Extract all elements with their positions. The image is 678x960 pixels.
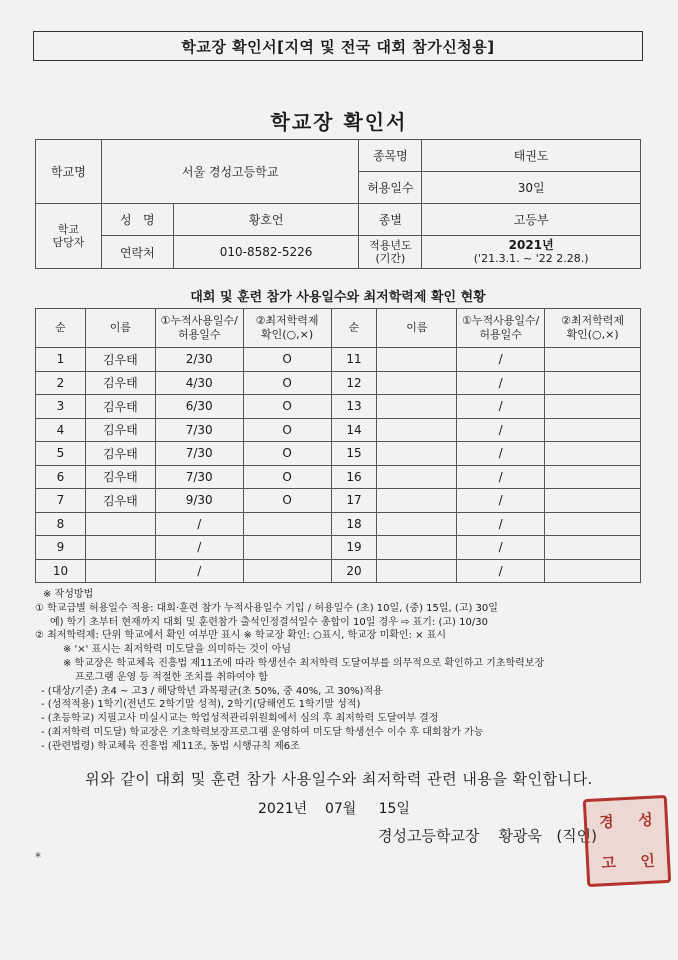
info-table bbox=[35, 139, 641, 269]
header-days-right-line1: ①누적사용일수/ bbox=[462, 314, 540, 327]
cell-days: / bbox=[457, 348, 545, 372]
cell-name bbox=[377, 489, 457, 513]
cell-name: 김우태 bbox=[85, 371, 155, 395]
cell-days: / bbox=[155, 512, 243, 536]
cell-num: 18 bbox=[331, 512, 377, 536]
header-name-right: 이름 bbox=[377, 309, 457, 348]
header-check-line2: 확인(○,×) bbox=[260, 328, 314, 341]
school-value: 서울 경성고등학교 bbox=[101, 140, 359, 204]
cell-days: / bbox=[457, 512, 545, 536]
cell-name bbox=[377, 465, 457, 489]
apply-year-value-line1: 2021년 bbox=[508, 238, 554, 252]
cell-days: / bbox=[457, 559, 545, 583]
cell-num: 9 bbox=[36, 536, 86, 560]
seal-char-3: 고 bbox=[600, 853, 617, 873]
seal-char-2: 성 bbox=[637, 810, 654, 830]
header-days-line1: ①누적사용일수/ bbox=[160, 314, 238, 327]
seal-label: (직인) bbox=[556, 827, 597, 845]
cell-days: 6/30 bbox=[155, 395, 243, 419]
name-value: 황호언 bbox=[173, 204, 359, 236]
header-check-line1: ②최저학력제 bbox=[255, 314, 319, 327]
cell-check: O bbox=[243, 489, 331, 513]
cell-check bbox=[545, 371, 641, 395]
status-title: 대회 및 훈련 참가 사용일수와 최저학력제 확인 현황 bbox=[190, 290, 486, 305]
cell-days: 4/30 bbox=[155, 371, 243, 395]
cell-name bbox=[377, 395, 457, 419]
instructions bbox=[35, 588, 645, 754]
cell-name: 김우태 bbox=[85, 395, 155, 419]
seal-char-1: 경 bbox=[598, 812, 615, 832]
status-table bbox=[35, 308, 641, 583]
cell-days: / bbox=[457, 442, 545, 466]
cell-name bbox=[377, 559, 457, 583]
apply-year-value-line2: ('21.3.1. ~ '22 2.28.) bbox=[473, 252, 589, 265]
note-heading: ※ 작성방법 bbox=[43, 589, 94, 600]
header-days-right-line2: 허용일수 bbox=[479, 328, 522, 341]
header-num: 순 bbox=[36, 309, 86, 348]
signer bbox=[378, 825, 597, 846]
cell-num: 3 bbox=[36, 395, 86, 419]
cell-name: 김우태 bbox=[85, 442, 155, 466]
cell-num: 2 bbox=[36, 371, 86, 395]
cell-check: O bbox=[243, 442, 331, 466]
table-row bbox=[36, 512, 641, 536]
cell-name bbox=[85, 559, 155, 583]
event-value: 태권도 bbox=[422, 140, 641, 172]
cell-name: 김우태 bbox=[85, 418, 155, 442]
cell-check bbox=[545, 559, 641, 583]
cell-name: 김우태 bbox=[85, 489, 155, 513]
signer-name: 황광욱 bbox=[498, 827, 542, 845]
form-header-text: 학교장 확인서[지역 및 전국 대회 참가신청용] bbox=[181, 37, 495, 56]
header-check-right bbox=[545, 309, 641, 348]
note-2-sub-2-cont: 프로그램 운영 등 적절한 조치를 취하여야 함 bbox=[75, 671, 268, 683]
cell-days: 7/30 bbox=[155, 442, 243, 466]
cell-days: / bbox=[457, 536, 545, 560]
status-table-header bbox=[36, 309, 641, 348]
contact-label: 연락처 bbox=[101, 236, 173, 269]
cell-days: / bbox=[155, 559, 243, 583]
issue-date bbox=[258, 798, 410, 818]
cell-days: 7/30 bbox=[155, 465, 243, 489]
cell-check bbox=[545, 465, 641, 489]
cell-name bbox=[377, 536, 457, 560]
table-row bbox=[36, 395, 641, 419]
cell-days: / bbox=[457, 371, 545, 395]
cell-days: / bbox=[457, 489, 545, 513]
event-label: 종목명 bbox=[359, 140, 422, 172]
cell-num: 6 bbox=[36, 465, 86, 489]
note-2-sub-2: ※ 학교장은 학교체육 진흥법 제11조에 따라 학생선수 최저학력 도달여부를 의무적으로 확인하고 기초학력보장 bbox=[63, 657, 545, 669]
note-law: - (관련법령) 학교체육 진흥법 제11조, 동법 시행규칙 제6조 bbox=[41, 740, 300, 752]
apply-year-label-line2: (기간) bbox=[375, 252, 406, 265]
cell-check bbox=[545, 512, 641, 536]
cell-num: 4 bbox=[36, 418, 86, 442]
cell-num: 17 bbox=[331, 489, 377, 513]
apply-year-value bbox=[422, 236, 641, 269]
name-label: 성 명 bbox=[101, 204, 173, 236]
cell-name: 김우태 bbox=[85, 348, 155, 372]
bottom-mark: * bbox=[35, 850, 41, 864]
cell-num: 10 bbox=[36, 559, 86, 583]
table-row bbox=[36, 348, 641, 372]
apply-year-label bbox=[359, 236, 422, 269]
cell-check bbox=[243, 559, 331, 583]
date-year: 2021년 bbox=[258, 801, 308, 817]
cell-check bbox=[545, 442, 641, 466]
cell-check bbox=[545, 418, 641, 442]
allowed-days-label: 허용일수 bbox=[359, 172, 422, 204]
cell-num: 14 bbox=[331, 418, 377, 442]
cell-num: 19 bbox=[331, 536, 377, 560]
cell-check bbox=[545, 489, 641, 513]
school-label: 학교명 bbox=[36, 140, 102, 204]
cell-name bbox=[377, 371, 457, 395]
date-month: 07월 bbox=[324, 801, 357, 817]
cell-check: O bbox=[243, 465, 331, 489]
cell-num: 5 bbox=[36, 442, 86, 466]
cell-num: 20 bbox=[331, 559, 377, 583]
note-underachieve: - (최저학력 미도달) 학교장은 기초학력보장프로그램 운영하여 미도달 학생선수 이수 후 대회참가 가능 bbox=[41, 726, 484, 738]
note-elementary: - (초등학교) 지필고사 미실시교는 학업성적관리위원회에서 심의 후 최저학력 도달여부 결정 bbox=[41, 713, 439, 725]
category-label: 종별 bbox=[359, 204, 422, 236]
note-grade: - (성적적용) 1학기(전년도 2학기말 성적), 2학기(당해연도 1학기말 성적) bbox=[41, 699, 361, 711]
cell-name bbox=[377, 418, 457, 442]
header-num-right: 순 bbox=[331, 309, 377, 348]
cell-check bbox=[545, 395, 641, 419]
cell-check: O bbox=[243, 348, 331, 372]
cell-num: 7 bbox=[36, 489, 86, 513]
cell-check: O bbox=[243, 418, 331, 442]
document-title: 학교장 확인서 bbox=[270, 110, 408, 134]
cell-num: 12 bbox=[331, 371, 377, 395]
table-row bbox=[36, 442, 641, 466]
cell-days: / bbox=[457, 418, 545, 442]
teacher-label-line2: 담당자 bbox=[52, 236, 85, 249]
form-header bbox=[33, 31, 643, 61]
cell-days: 7/30 bbox=[155, 418, 243, 442]
cell-num: 8 bbox=[36, 512, 86, 536]
note-1: ① 학교급별 허용일수 적용: 대회·훈련 참가 누적사용일수 기입 / 허용일수 (초) 10일, (중) 15일, (고) 30일 bbox=[35, 602, 498, 614]
header-check-right-line1: ②최저학력제 bbox=[561, 314, 625, 327]
table-row bbox=[36, 418, 641, 442]
signer-school: 경성고등학교장 bbox=[378, 827, 480, 845]
confirmation-text: 위와 같이 대회 및 훈련 참가 사용일수와 최저학력 관련 내용을 확인합니다. bbox=[85, 770, 593, 788]
header-check bbox=[243, 309, 331, 348]
teacher-label-line1: 학교 bbox=[57, 223, 80, 236]
header-days bbox=[155, 309, 243, 348]
cell-check bbox=[545, 536, 641, 560]
table-row bbox=[36, 489, 641, 513]
cell-days: 9/30 bbox=[155, 489, 243, 513]
cell-name bbox=[377, 512, 457, 536]
cell-check bbox=[243, 512, 331, 536]
header-days-right bbox=[457, 309, 545, 348]
apply-year-label-line1: 적용년도 bbox=[369, 239, 412, 252]
table-row bbox=[36, 371, 641, 395]
cell-days: 2/30 bbox=[155, 348, 243, 372]
cell-name bbox=[85, 512, 155, 536]
header-check-right-line2: 확인(○,×) bbox=[566, 328, 619, 341]
note-1-example: 예) 학기 초부터 현재까지 대회 및 훈련참가 출석인정결석일수 총합이 10일 경우 ⇨ 표기: (고) 10/30 bbox=[50, 616, 488, 628]
cell-days: / bbox=[457, 395, 545, 419]
cell-days: / bbox=[155, 536, 243, 560]
cell-name bbox=[377, 442, 457, 466]
cell-num: 11 bbox=[331, 348, 377, 372]
cell-check: O bbox=[243, 395, 331, 419]
contact-value: 010-8582-5226 bbox=[173, 236, 359, 269]
cell-num: 13 bbox=[331, 395, 377, 419]
table-row bbox=[36, 536, 641, 560]
note-target: - (대상/기준) 초4 ~ 고3 / 해당학년 과목평균(초 50%, 중 40%, 고 30%)적용 bbox=[41, 685, 383, 697]
header-name: 이름 bbox=[85, 309, 155, 348]
category-value: 고등부 bbox=[422, 204, 641, 236]
cell-num: 1 bbox=[36, 348, 86, 372]
cell-name bbox=[377, 348, 457, 372]
teacher-label bbox=[36, 204, 102, 269]
cell-num: 15 bbox=[331, 442, 377, 466]
cell-days: / bbox=[457, 465, 545, 489]
table-row bbox=[36, 559, 641, 583]
cell-check bbox=[243, 536, 331, 560]
seal-char-4: 인 bbox=[639, 851, 656, 871]
header-days-line2: 허용일수 bbox=[177, 328, 221, 341]
cell-check bbox=[545, 348, 641, 372]
allowed-days-value: 30일 bbox=[422, 172, 641, 204]
date-day: 15일 bbox=[378, 801, 410, 817]
official-seal bbox=[583, 795, 671, 887]
note-2-sub-1: ※ '×' 표시는 최저학력 미도달을 의미하는 것이 아님 bbox=[63, 644, 292, 656]
table-row bbox=[36, 465, 641, 489]
cell-name: 김우태 bbox=[85, 465, 155, 489]
note-2: ② 최저학력제: 단위 학교에서 확인 여부만 표시 ※ 학교장 확인: ○표시, 학교장 미확인: × 표시 bbox=[35, 630, 447, 642]
cell-num: 16 bbox=[331, 465, 377, 489]
cell-check: O bbox=[243, 371, 331, 395]
cell-name bbox=[85, 536, 155, 560]
